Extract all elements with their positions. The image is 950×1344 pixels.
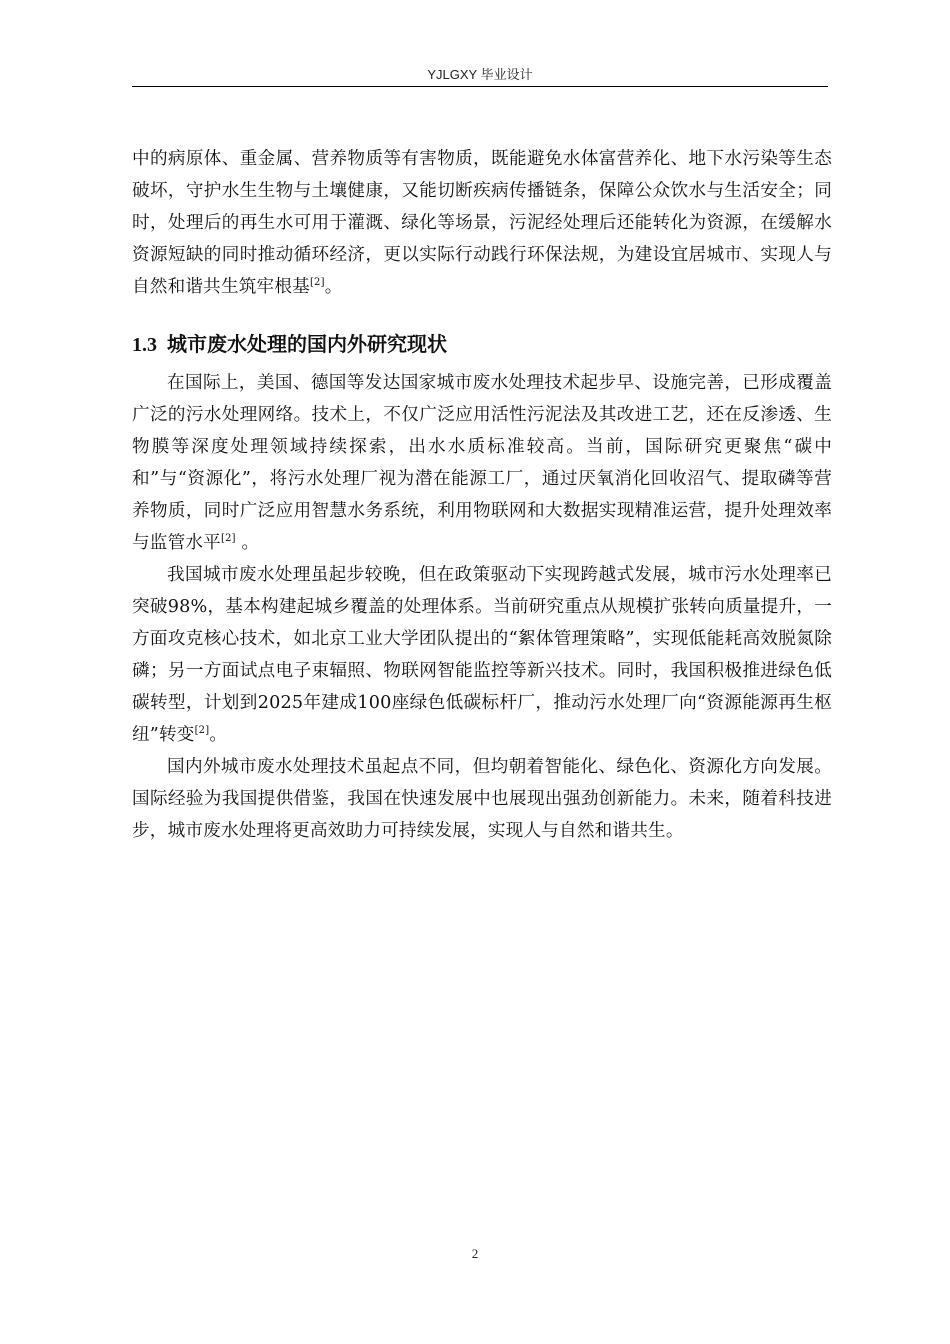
page-header-title: YJLGXY 毕业设计 bbox=[427, 67, 533, 82]
citation: [2] bbox=[309, 277, 325, 289]
paragraph-text: 国内外城市废水处理技术虽起点不同，但均朝着智能化、绿色化、资源化方向发展。国际经验为我国提供借鉴，我国在快速发展中也展现出强劲创新能力。未来，随着科技进步，城市废水处理将更高效助力可持续发展，实现人与自然和谐共生。 bbox=[132, 757, 832, 841]
paragraph-continued bbox=[132, 143, 832, 303]
section-number: 1.3 bbox=[132, 334, 157, 356]
paragraph-summary bbox=[132, 751, 832, 847]
section-title: 城市废水处理的国内外研究现状 bbox=[167, 334, 447, 356]
paragraph-text: 中的病原体、重金属、营养物质等有害物质，既能避免水体富营养化、地下水污染等生态破坏，守护水生生物与土壤健康，又能切断疾病传播链条，保障公众饮水与生活安全；同时，处理后的再生水可用于灌溉、绿化等场景，污泥经处理后还能转化为资源，在缓解水资源短缺的同时推动循环经济，更以实际行动践行环保法规，为建设宜居城市、实现人与自然和谐共生筑牢根基 bbox=[132, 149, 832, 297]
citation: [2] bbox=[194, 725, 210, 737]
paragraph-tail: 。 bbox=[324, 277, 343, 297]
paragraph-tail: 。 bbox=[209, 725, 228, 745]
paragraph-text: 在国际上，美国、德国等发达国家城市废水处理技术起步早、设施完善，已形成覆盖广泛的污水处理网络。技术上，不仅广泛应用活性污泥法及其改进工艺，还在反渗透、生物膜等深度处理领域持续探索，出水水质标准较高。当前，国际研究更聚焦“碳中和”与“资源化”，将污水处理厂视为潜在能源工厂，通过厌氧消化回收沼气、提取磷等营养物质，同时广泛应用智慧水务系统，利用物联网和大数据实现精准运营，提升处理效率与监管水平 bbox=[132, 373, 832, 553]
paragraph-tail: 。 bbox=[235, 533, 260, 553]
paragraph-text: 我国城市废水处理虽起步较晚，但在政策驱动下实现跨越式发展，城市污水处理率已突破98%，基本构建起城乡覆盖的处理体系。当前研究重点从规模扩张转向质量提升，一方面攻克核心技术，如北京工业大学团队提出的“絮体管理策略”，实现低能耗高效脱氮除磷；另一方面试点电子束辐照、物联网智能监控等新兴技术。同时，我国积极推进绿色低碳转型，计划到2025年建成100座绿色低碳标杆厂，推动污水处理厂向“资源能源再生枢纽”转变 bbox=[132, 565, 832, 745]
header-rule bbox=[132, 86, 828, 87]
paragraph-domestic bbox=[132, 559, 832, 751]
paragraph-international bbox=[132, 367, 832, 559]
citation: [2] bbox=[220, 533, 236, 545]
page-number: 2 bbox=[471, 1246, 479, 1261]
document-body bbox=[132, 143, 832, 847]
section-heading bbox=[132, 325, 832, 365]
